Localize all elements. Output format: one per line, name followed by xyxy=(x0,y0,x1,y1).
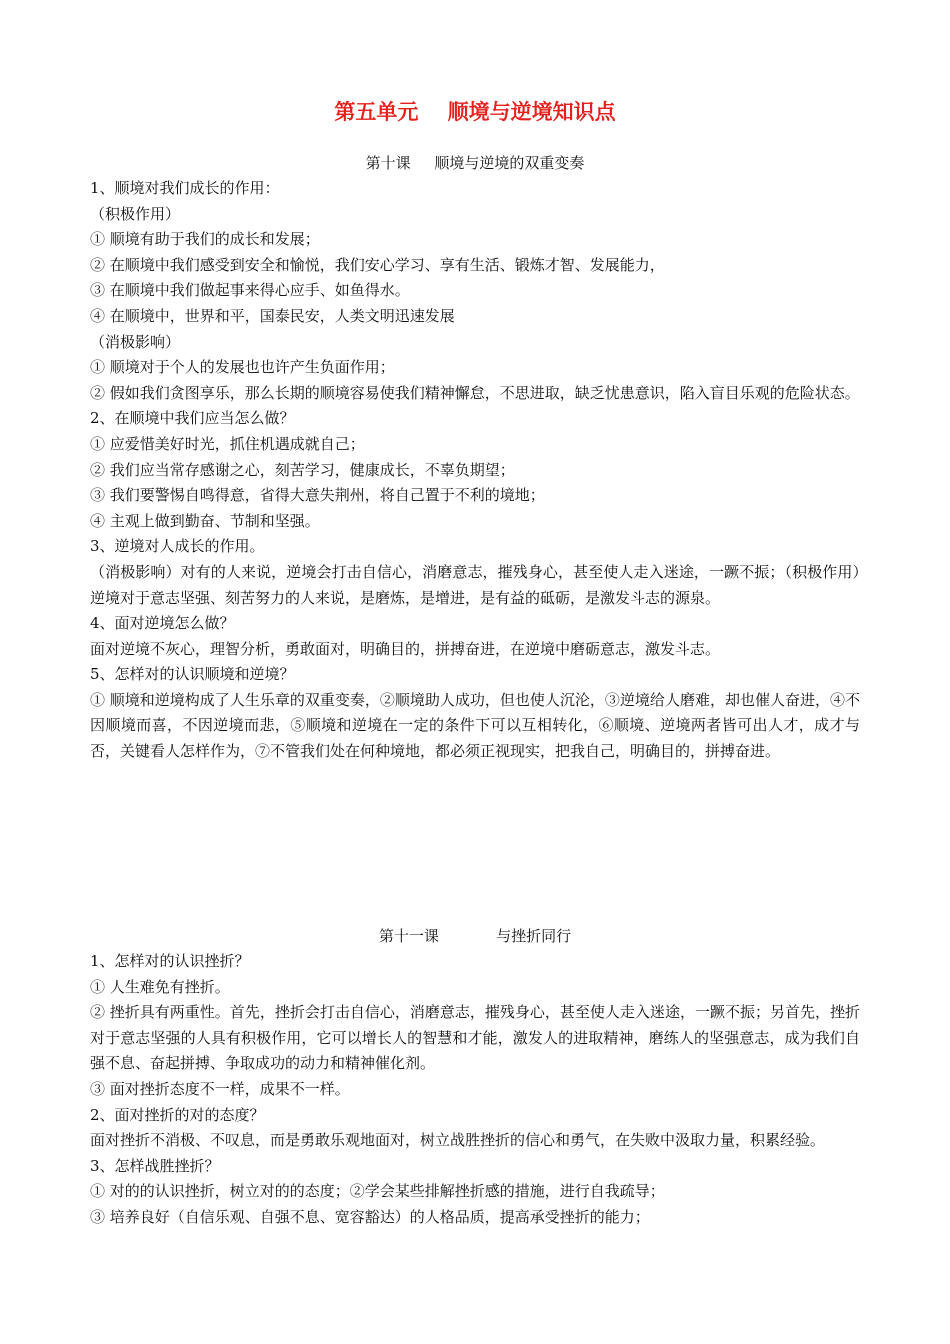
paragraph: 1、顺境对我们成长的作用： xyxy=(90,179,280,197)
lesson-10-heading: 第十课 顺境与逆境的双重变奏 xyxy=(365,154,585,172)
paragraph: 5、怎样对的认识顺境和逆境？ xyxy=(90,665,295,684)
paragraph: ④ 主观上做到勤奋、节制和坚强。 xyxy=(90,511,320,530)
paragraph: ① 人生难免有挫折。 xyxy=(90,977,230,996)
paragraph: ③ 培养良好（自信乐观、自强不息、宽容豁达）的人格品质，提高承受挫折的能力； xyxy=(90,1207,650,1226)
document-title: 第五单元 顺境与逆境知识点 xyxy=(334,100,616,124)
lesson-11-heading: 第十一课 与挫折同行 xyxy=(378,927,572,945)
paragraph: ① 应爱惜美好时光，抓住机遇成就自己； xyxy=(90,434,365,453)
paragraph: 3、怎样战胜挫折？ xyxy=(90,1156,220,1175)
paragraph: （积极作用） xyxy=(90,204,181,223)
paragraph: 4、面对逆境怎么做？ xyxy=(90,614,235,633)
paragraph: ② 假如我们贪图享乐，那么长期的顺境容易使我们精神懈怠，不思进取，缺乏忧患意识，陷入盲目乐观的危险状态。 xyxy=(90,383,860,402)
paragraph: 3、逆境对人成长的作用。 xyxy=(90,537,265,556)
paragraph: （消极影响）对有的人来说，逆境会打击自信心，消磨意志，摧残身心，甚至使人走入迷途，一蹶不振；（积极作用）逆境对于意志坚强、刻苦努力的人来说，是磨炼，是增进，是有益的砥砺，是激发斗志的源泉。 xyxy=(90,562,860,607)
lesson-11-body xyxy=(90,949,860,1231)
paragraph: 面对逆境不灰心，理智分析，勇敢面对，明确目的，拼搏奋进，在逆境中磨砺意志，激发斗志。 xyxy=(90,639,721,658)
lesson-10-body xyxy=(90,176,860,765)
paragraph: ④ 在顺境中，世界和平，国泰民安，人类文明迅速发展 xyxy=(90,306,455,325)
paragraph: 2、在顺境中我们应当怎么做？ xyxy=(90,409,295,428)
paragraph: ② 我们应当常存感谢之心，刻苦学习，健康成长，不辜负期望； xyxy=(90,460,515,479)
paragraph: ③ 面对挫折态度不一样，成果不一样。 xyxy=(90,1079,350,1098)
paragraph: ① 顺境对于个人的发展也也许产生负面作用； xyxy=(90,358,395,377)
paragraph: ② 在顺境中我们感受到安全和愉悦，我们安心学习、享有生活、锻炼才智、发展能力， xyxy=(90,255,665,274)
paragraph: ① 顺境有助于我们的成长和发展； xyxy=(90,230,320,249)
paragraph: ① 对的的认识挫折，树立对的的态度；②学会某些排解挫折感的措施，进行自我疏导； xyxy=(90,1182,665,1201)
paragraph: 1、怎样对的认识挫折？ xyxy=(90,952,250,970)
paragraph: ② 挫折具有两重性。首先，挫折会打击自信心，消磨意志，摧残身心，甚至使人走入迷途，一蹶不振；另首先，挫折对于意志坚强的人具有积极作用，它可以增长人的智慧和才能，激发人的进取精神，磨练人的坚强意志，成为我们自强不息、奋起拼搏、争取成功的动力和精神催化剂。 xyxy=(90,1003,860,1073)
paragraph: ① 顺境和逆境构成了人生乐章的双重变奏，②顺境助人成功，但也使人沉沦，③逆境给人磨难，却也催人奋进，④不因顺境而喜，不因逆境而悲，⑤顺境和逆境在一定的条件下可以互相转化，⑥顺境、逆境两者皆可出人才，成才与否，关键看人怎样作为，⑦不管我们处在何种境地，都必须正视现实，把我自己，明确目的，拼搏奋进。 xyxy=(90,690,860,761)
paragraph: ③ 我们要警惕自鸣得意，省得大意失荆州，将自己置于不利的境地； xyxy=(90,486,545,505)
paragraph: 面对挫折不消极、不叹息，而是勇敢乐观地面对，树立战胜挫折的信心和勇气，在失败中汲取力量，积累经验。 xyxy=(90,1131,826,1150)
paragraph: 2、面对挫折的对的态度？ xyxy=(90,1105,265,1124)
paragraph: （消极影响） xyxy=(90,332,181,351)
paragraph: ③ 在顺境中我们做起事来得心应手、如鱼得水。 xyxy=(90,281,410,300)
